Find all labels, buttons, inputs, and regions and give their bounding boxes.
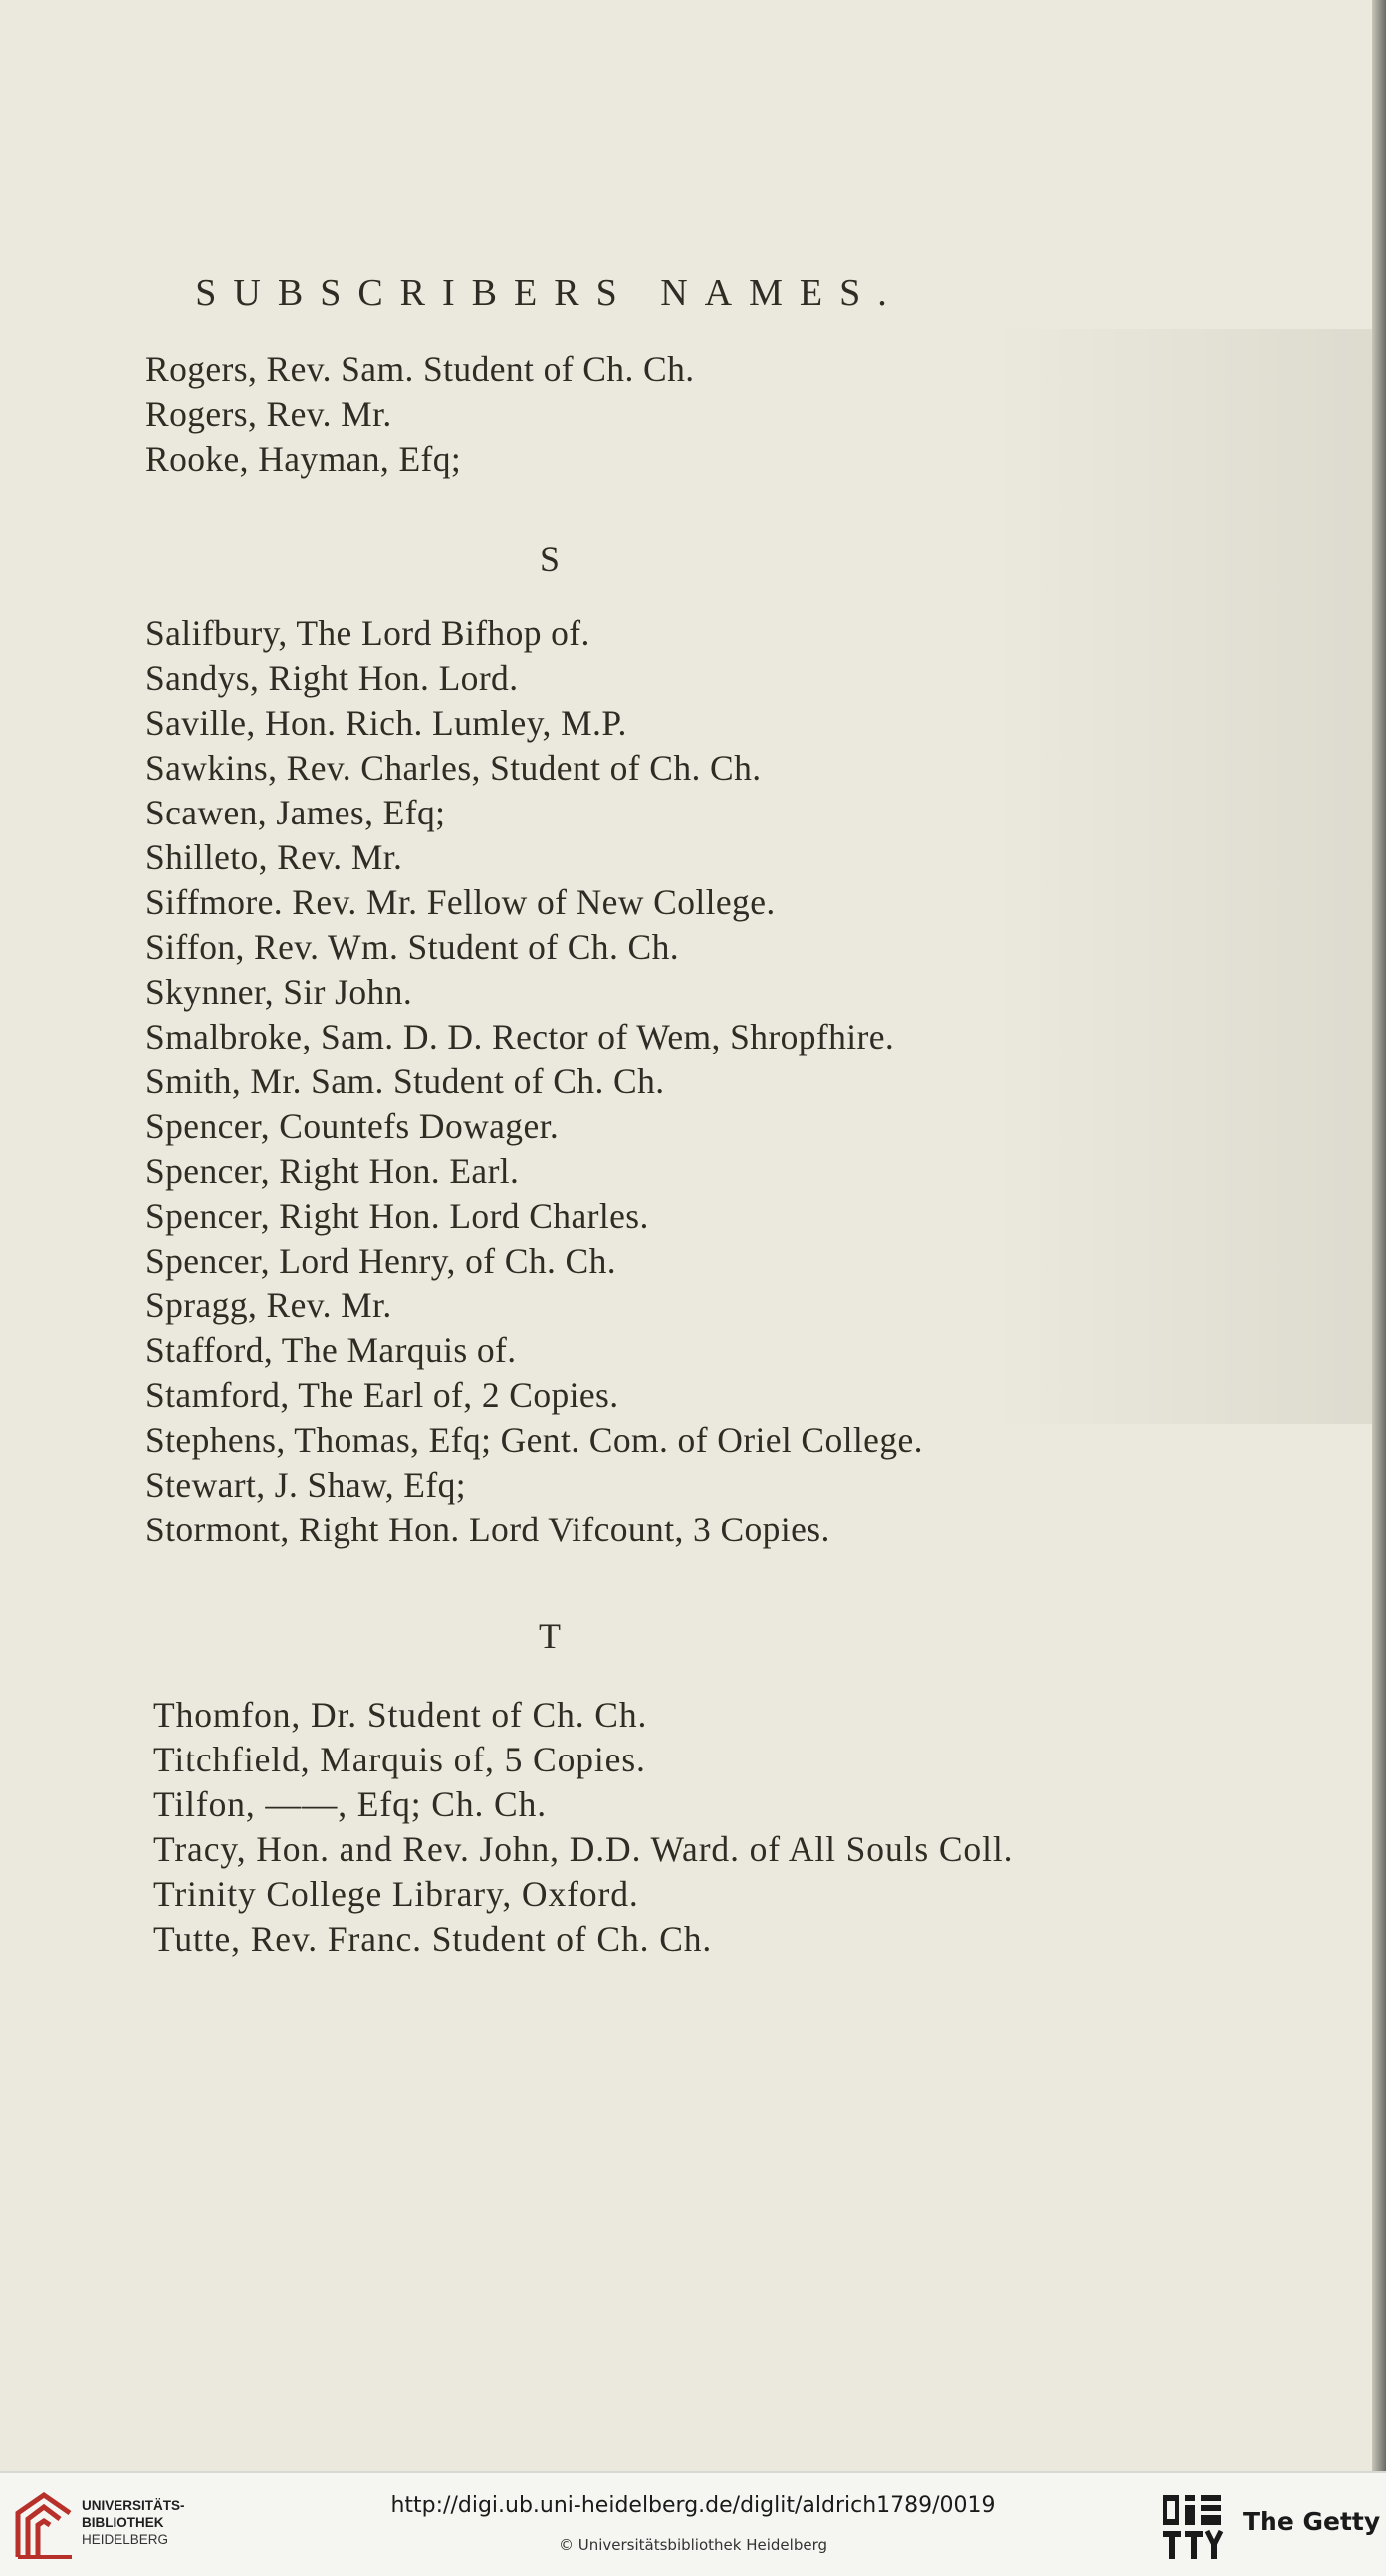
list-item: Stamford, The Earl of, 2 Copies.: [145, 1375, 619, 1415]
list-item: Spencer, Countefs Dowager.: [145, 1106, 560, 1146]
list-item: Sawkins, Rev. Charles, Student of Ch. Ch.: [145, 748, 762, 788]
section-letter-t: T: [539, 1616, 561, 1656]
list-item: Tutte, Rev. Franc. Student of Ch. Ch.: [153, 1919, 713, 1959]
s-entries-list: [0, 611, 923, 1552]
list-item: Stafford, The Marquis of.: [145, 1330, 517, 1370]
getty-partner-name: The Getty: [1243, 2507, 1381, 2536]
list-item: Smith, Mr. Sam. Student of Ch. Ch.: [145, 1061, 665, 1101]
list-item: Stewart, J. Shaw, Efq;: [145, 1465, 467, 1505]
list-item: Thomfon, Dr. Student of Ch. Ch.: [153, 1695, 648, 1735]
list-item: Stephens, Thomas, Efq; Gent. Com. of Oriel College.: [145, 1420, 923, 1460]
show-through-shadow: [996, 329, 1372, 1424]
list-item: Stormont, Right Hon. Lord Vifcount, 3 Copies.: [145, 1510, 830, 1549]
library-name-line: HEIDELBERG: [82, 2532, 169, 2547]
list-item: Shilleto, Rev. Mr.: [145, 837, 403, 877]
viewer-footer: [0, 2471, 1386, 2576]
list-item: Saville, Hon. Rich. Lumley, M.P.: [145, 703, 627, 743]
copyright-notice: © Universitätsbibliothek Heidelberg: [558, 2536, 827, 2554]
page-heading: SUBSCRIBERS NAMES.: [195, 272, 904, 314]
page-edge-shadow: [1372, 0, 1386, 2471]
getty-logo-icon[interactable]: [1161, 2491, 1227, 2563]
list-item: Rogers, Rev. Mr.: [145, 394, 392, 434]
list-item: Siffon, Rev. Wm. Student of Ch. Ch.: [145, 927, 679, 967]
list-item: Sandys, Right Hon. Lord.: [145, 658, 519, 698]
permalink-url[interactable]: http://digi.ub.uni-heidelberg.de/diglit/aldrich1789/0019: [390, 2493, 996, 2518]
list-item: Rogers, Rev. Sam. Student of Ch. Ch.: [145, 350, 695, 389]
list-item: Trinity College Library, Oxford.: [153, 1874, 639, 1914]
r-entries-list: [0, 348, 695, 482]
list-item: Smalbroke, Sam. D. D. Rector of Wem, Shropfhire.: [145, 1017, 895, 1056]
library-name-line: BIBLIOTHEK: [82, 2515, 164, 2530]
list-item: Spragg, Rev. Mr.: [145, 1286, 392, 1325]
list-item: Spencer, Right Hon. Lord Charles.: [145, 1196, 649, 1236]
list-item: Rooke, Hayman, Efq;: [145, 439, 462, 479]
list-item: Skynner, Sir John.: [145, 972, 413, 1012]
list-item: Spencer, Right Hon. Earl.: [145, 1151, 520, 1191]
list-item: Siffmore. Rev. Mr. Fellow of New College.: [145, 882, 776, 922]
library-name-line: UNIVERSITÄTS-: [82, 2498, 185, 2513]
list-item: Titchfield, Marquis of, 5 Copies.: [153, 1740, 646, 1779]
list-item: Salifbury, The Lord Bifhop of.: [145, 613, 590, 653]
t-entries-list: [0, 1693, 1014, 1962]
list-item: Tilfon, ——, Efq; Ch. Ch.: [153, 1784, 548, 1824]
list-item: Tracy, Hon. and Rev. John, D.D. Ward. of All Souls Coll.: [153, 1829, 1014, 1869]
section-letter-s: S: [539, 539, 561, 579]
list-item: Spencer, Lord Henry, of Ch. Ch.: [145, 1241, 617, 1281]
list-item: Scawen, James, Efq;: [145, 793, 446, 832]
